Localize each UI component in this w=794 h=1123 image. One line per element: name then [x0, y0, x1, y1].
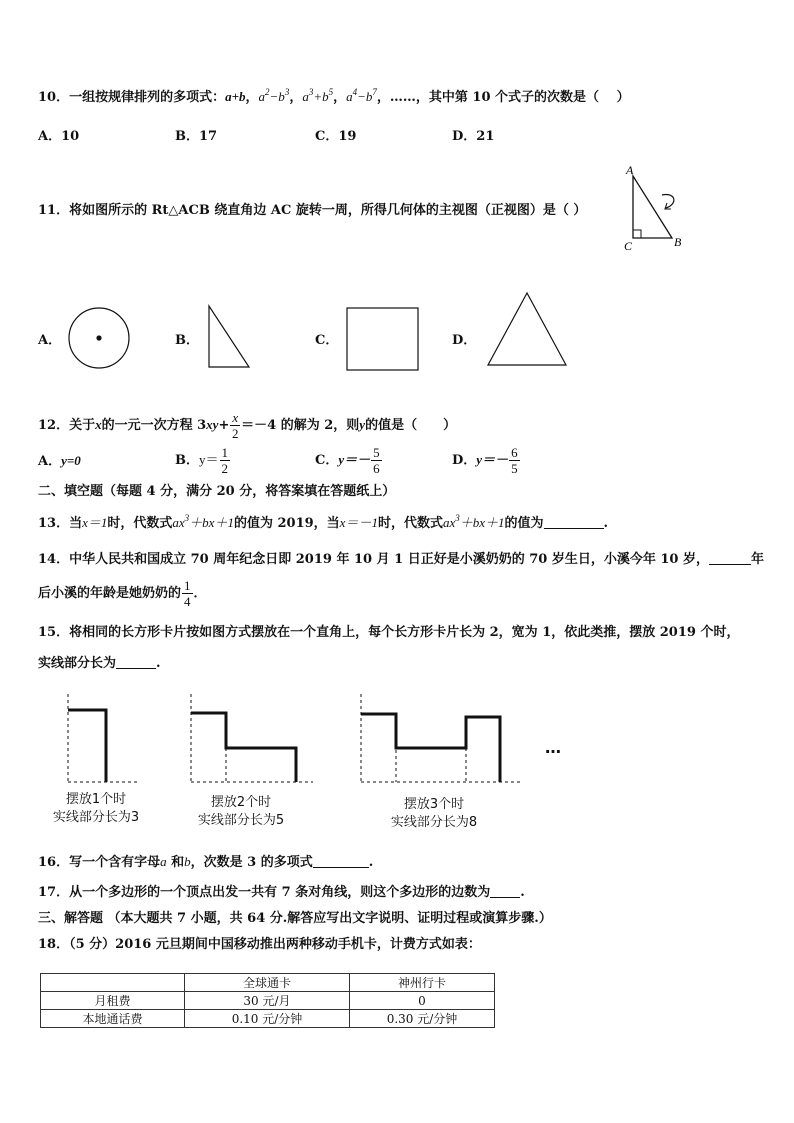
q11-triangle-figure [620, 162, 700, 257]
q15-caption-1: 摆放1个时 实线部分长为3 [52, 792, 140, 825]
q15-figure-1 [60, 690, 150, 790]
q10-stem-text: 10．一组按规律排列的多项式： [38, 90, 226, 105]
q18-stem: 18．（5 分）2016 元旦期间中国移动推出两种移动手机卡，计费方式如表： [38, 937, 481, 952]
table-header-cell: 神州行卡 [350, 974, 495, 992]
table-cell: 0.30 元/分钟 [350, 1010, 495, 1028]
q10-option-a[interactable]: A．10 [38, 129, 80, 144]
q12-option-c[interactable]: C．y＝－ $\frac{5}{6}$ [315, 445, 380, 476]
table-cell: 月租费 [41, 992, 185, 1010]
table-cell: 30 元/月 [185, 992, 350, 1010]
q11-option-b[interactable]: B． [175, 333, 199, 348]
table-cell: 0.10 元/分钟 [185, 1010, 350, 1028]
q11-option-b-triangle-figure [205, 303, 255, 373]
q17-answer-blank[interactable] [490, 884, 520, 898]
q15-figure-2 [183, 690, 323, 790]
q11-label-b: B [674, 235, 682, 249]
q11-option-c-square-figure [345, 306, 421, 372]
q15-figure-3 [355, 690, 530, 790]
section-2-heading: 二、填空题（每题 4 分，满分 20 分，将答案填在答题纸上） [38, 484, 396, 499]
q12-option-b[interactable]: B．y＝ $\frac{1}{2}$ [175, 445, 229, 476]
q11-label-a: A [626, 163, 634, 177]
table-header-cell: 全球通卡 [185, 974, 350, 992]
q11-option-a-circle-figure [68, 307, 132, 371]
q15-ellipsis: … [545, 738, 561, 757]
q11-option-d-triangle-figure [485, 290, 571, 370]
q10-term-2: $a^2-b^3$ [258, 87, 290, 104]
q10-option-c[interactable]: C．19 [315, 129, 357, 144]
q11-option-d[interactable]: D． [452, 333, 477, 348]
q17-stem: 17．从一个多边形的一个顶点出发一共有 7 条对角线，则这个多边形的边数为 . [38, 885, 525, 900]
q15-caption-3: 摆放3个时 实线部分长为8 [390, 797, 478, 830]
q14-line-2: 后小溪的年龄是她奶奶的 $\frac{1}{4}$ ． [38, 578, 207, 609]
q16-answer-blank[interactable] [313, 854, 369, 868]
table-cell: 0 [350, 992, 495, 1010]
q15-line-2: 实线部分长为 . [38, 656, 161, 671]
section-3-heading: 三、解答题 （本大题共 7 小题，共 64 分.解答应写出文字说明、证明过程或演算步骤.） [38, 911, 552, 926]
q11-option-a[interactable]: A． [38, 333, 62, 348]
rotation-arrow-icon [662, 195, 674, 208]
table-header-row [41, 974, 495, 992]
q10-sep: ， [245, 90, 259, 105]
table-cell: 本地通话费 [41, 1010, 185, 1028]
q13-answer-blank[interactable] [544, 515, 604, 529]
table-row [41, 1010, 495, 1028]
q15-answer-blank[interactable] [116, 655, 156, 669]
q11-option-c[interactable]: C． [315, 333, 339, 348]
q11-label-c: C [624, 239, 633, 253]
q12-fraction: $\frac{x}{2}$ [232, 410, 239, 441]
table-header-cell [41, 974, 185, 992]
q10-term-3: $a^3+b^5$ [302, 87, 334, 104]
q14-answer-blank[interactable] [709, 551, 751, 565]
table-row [41, 992, 495, 1010]
q11-stem: 11．将如图所示的 Rt△ACB 绕直角边 AC 旋转一周，所得几何体的主视图（正视图）是（ ） [38, 203, 587, 218]
q12-option-d[interactable]: D．y＝－ $\frac{6}{5}$ [452, 445, 518, 476]
q10-stem: 10．一组按规律排列的多项式：a+b，$a^2-b^3$，$a^3+b^5$，$a^4-b^7$，……，其中第 10 个式子的次数是（ ） [38, 87, 630, 105]
q14-line-1: 14．中华人民共和国成立 70 周年纪念日即 2019 年 10 月 1 日正好是小溪奶奶的 70 岁生日，小溪今年 10 岁， 年 [38, 552, 765, 567]
q16-stem: 16．写一个含有字母a 和b，次数是 3 的多项式 . [38, 854, 374, 870]
q12-stem: 12．关于x的一元一次方程 3xy+ $\frac{x}{2}$ ＝－4 的解为 2，则y的值是（ ） [38, 410, 457, 441]
q10-option-d[interactable]: D．21 [452, 129, 495, 144]
q18-fee-table [40, 973, 495, 1028]
q10-option-b[interactable]: B．17 [175, 129, 218, 144]
q12-option-a[interactable]: A．y=0 [38, 453, 81, 469]
q13-stem: 13．当x＝1时，代数式$ax^3+bx+1$的值为 2019，当x＝－1时，代数式$ax^3+bx+1$的值为 . [38, 513, 609, 531]
q15-caption-2: 摆放2个时 实线部分长为5 [197, 795, 285, 828]
q10-term-1: a+b [225, 89, 246, 104]
q10-stem-end: ，……，其中第 10 个式子的次数是（ ） [376, 90, 630, 105]
q15-line-1: 15．将相同的长方形卡片按如图方式摆放在一个直角上，每个长方形卡片长为 2，宽为 1，依此类推，摆放 2019 个时， [38, 625, 740, 640]
q10-term-4: $a^4-b^7$ [346, 87, 377, 104]
